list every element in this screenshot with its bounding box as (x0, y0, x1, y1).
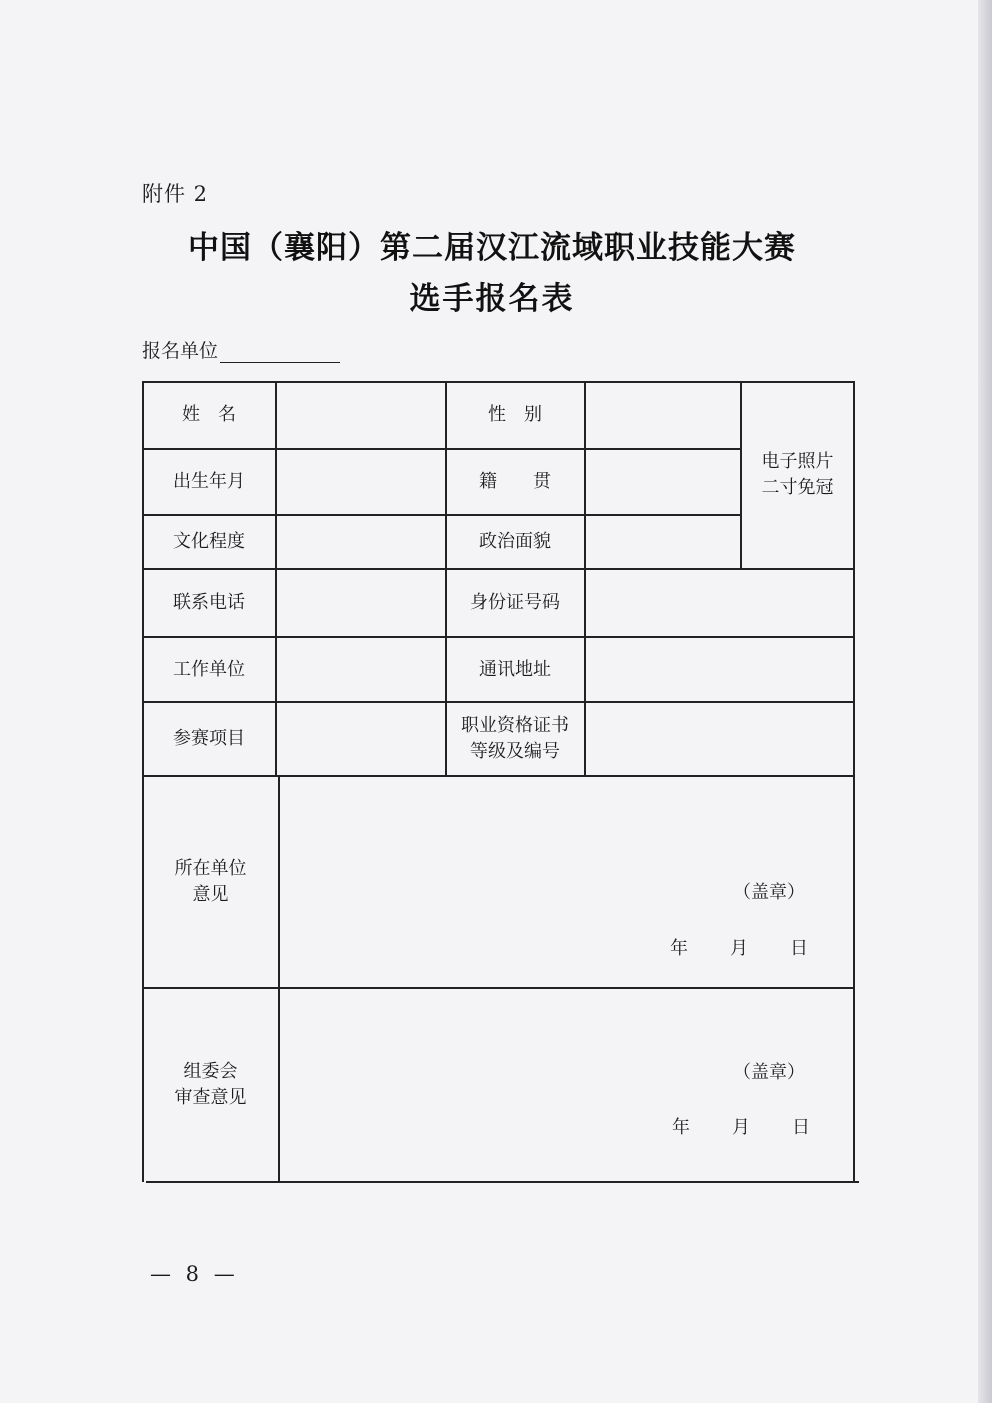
page-number: — 8 — (150, 1262, 239, 1286)
certificate-label-line1: 职业资格证书 (461, 715, 569, 736)
phone-field[interactable] (277, 570, 445, 636)
label-workplace: 工作单位 (173, 658, 245, 680)
photo-label-line2: 二寸免冠 (761, 477, 834, 498)
label-gender: 性 别 (488, 404, 542, 425)
label-address: 通讯地址 (479, 658, 551, 680)
certificate-field[interactable] (586, 703, 853, 775)
political-status-field[interactable] (586, 516, 740, 568)
address-field[interactable] (586, 638, 853, 701)
photo-label-line1: 电子照片 (761, 451, 834, 472)
page-edge (978, 0, 992, 1403)
unit-date-year: 年 (670, 938, 688, 959)
photo-box[interactable] (742, 382, 853, 568)
gender-field[interactable] (586, 382, 740, 448)
label-native-place: 籍 贯 (479, 471, 551, 492)
label-education: 文化程度 (173, 531, 245, 552)
registration-unit-field[interactable] (220, 340, 340, 363)
id-number-field[interactable] (586, 570, 853, 636)
label-committee-opinion (143, 989, 278, 1181)
committee-date-day: 日 (792, 1117, 810, 1138)
native-place-field[interactable] (586, 450, 740, 514)
table-border-bottom (146, 1181, 859, 1183)
committee-opinion-line1: 组委会 (183, 1061, 238, 1082)
label-certificate (446, 703, 584, 775)
label-phone: 联系电话 (173, 592, 245, 613)
registration-unit (142, 336, 340, 363)
name-field[interactable] (277, 382, 445, 448)
label-unit-opinion (143, 777, 278, 987)
committee-stamp: （盖章） (733, 1062, 805, 1083)
table-border-right (853, 381, 855, 1182)
unit-opinion-line1: 所在单位 (174, 858, 247, 879)
unit-stamp: （盖章） (733, 882, 805, 903)
label-id-number: 身份证号码 (470, 592, 560, 613)
event-field[interactable] (277, 703, 445, 775)
form-title: 中国（襄阳）第二届汉江流域职业技能大赛 (188, 230, 796, 266)
certificate-label-line2: 等级及编号 (470, 741, 560, 762)
committee-opinion-field[interactable] (280, 989, 853, 1181)
label-event: 参赛项目 (173, 728, 245, 749)
unit-opinion-line2: 意见 (192, 884, 229, 905)
committee-date-year: 年 (672, 1117, 690, 1138)
workplace-field[interactable] (277, 638, 445, 701)
birth-field[interactable] (277, 450, 445, 514)
education-field[interactable] (277, 516, 445, 568)
committee-opinion-line2: 审查意见 (174, 1087, 247, 1108)
committee-date-month: 月 (732, 1117, 750, 1138)
unit-date-month: 月 (730, 938, 748, 959)
attachment-label: 附件 2 (142, 182, 209, 206)
form-subtitle: 选手报名表 (409, 281, 575, 317)
registration-unit-label: 报名单位 (142, 340, 219, 362)
label-name: 姓 名 (182, 404, 236, 425)
unit-date-day: 日 (790, 938, 808, 959)
label-birth: 出生年月 (173, 471, 245, 492)
label-political-status: 政治面貌 (479, 531, 551, 552)
